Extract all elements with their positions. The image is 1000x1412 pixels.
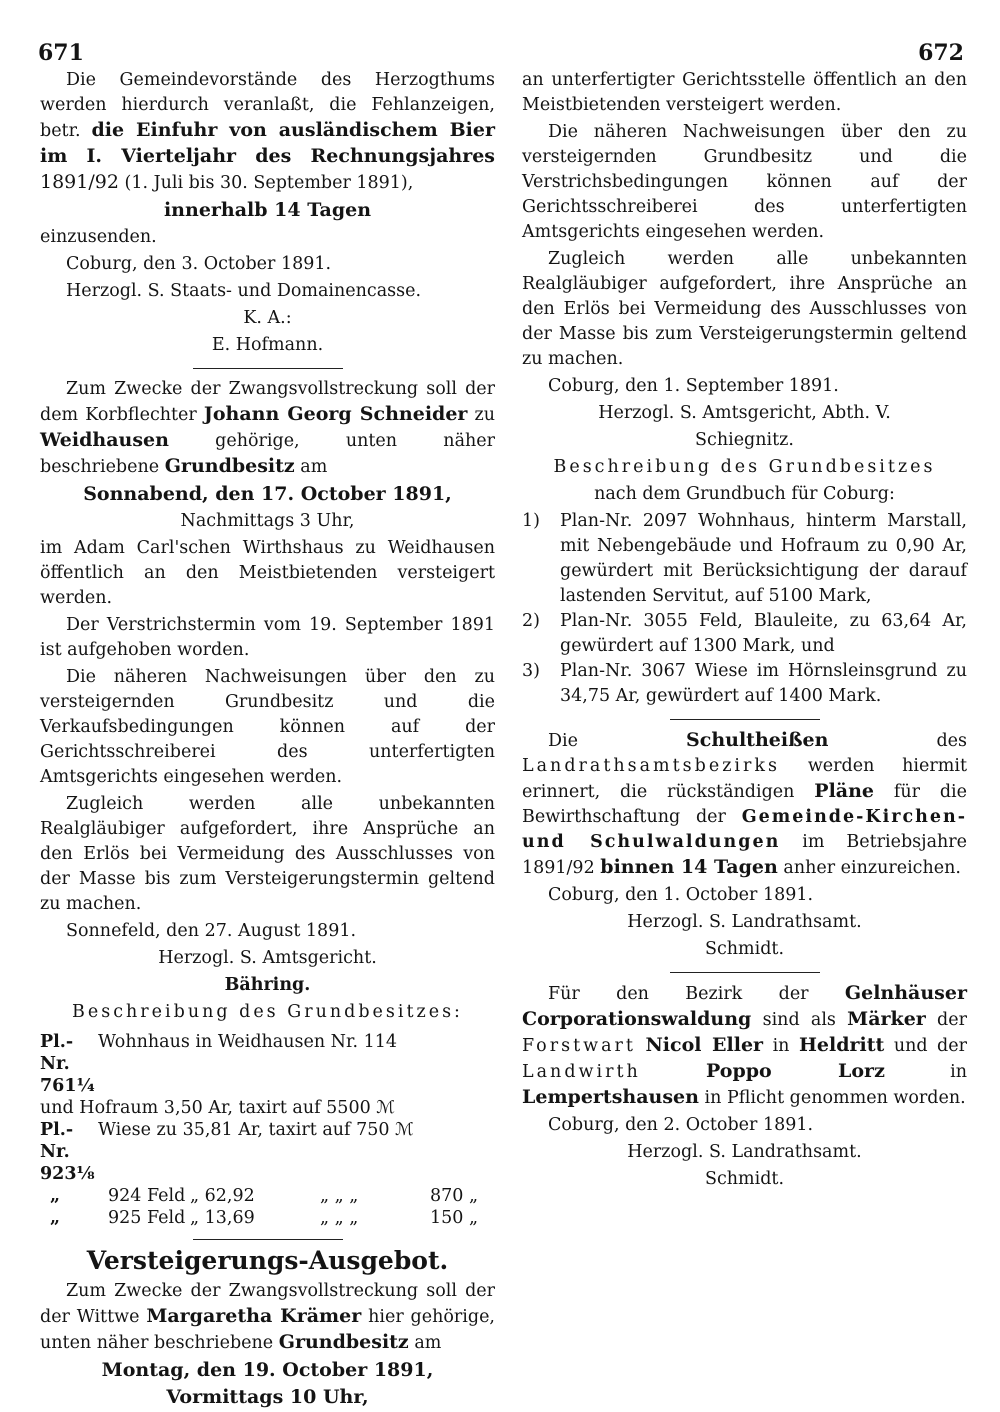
forest-name: Gelnhäuser Corporationswaldung: [522, 982, 967, 1030]
occupation-label: Landwirth: [522, 1062, 641, 1082]
issuing-office: Herzogl. S. Landrathsamt.: [627, 1142, 862, 1162]
parcel-value: 150 „: [430, 1208, 479, 1228]
plans-label: Pläne: [814, 780, 874, 802]
notice-text: in: [950, 1062, 967, 1082]
owner-name: Johann Georg Schneider: [203, 403, 468, 425]
notice-text: Die Gemeindevorstände des Herzogthums werden hierdurch veranlaßt, die Fehlanzeigen, betr.: [40, 70, 495, 141]
parcel-text: Wiese zu 35,81 Ar, taxirt auf 750 ℳ: [98, 1120, 414, 1140]
parcel-area: „ 13,69: [190, 1208, 255, 1228]
auction-location: an unterfertigter Gerichtsstelle öffentlich an den Meistbietenden versteigert werden.: [522, 70, 967, 115]
place-name: Lempertshausen: [522, 1086, 699, 1108]
property-description-subtitle: nach dem Grundbuch für Coburg:: [594, 484, 895, 504]
issuing-office: Herzogl. S. Amtsgericht, Abth. V.: [598, 403, 891, 423]
person-name: Poppo Lorz: [706, 1060, 885, 1082]
notice-beer-import: [40, 68, 495, 358]
place-date: Coburg, den 3. October 1891.: [66, 254, 332, 274]
left-column: [40, 68, 495, 1412]
ditto-mark: „ „ „: [320, 1208, 359, 1228]
property-label: Grundbesitz: [164, 455, 295, 477]
section-heading: Versteigerungs-Ausgebot.: [86, 1246, 449, 1275]
parcel-row: [40, 1119, 495, 1185]
parcel-row: [40, 1207, 495, 1229]
notice-text: Für den Bezirk der: [548, 984, 809, 1004]
notice-text: gehörige, unten näher beschriebene: [40, 431, 495, 477]
notice-closing: einzusenden.: [40, 227, 157, 247]
divider: [193, 368, 343, 369]
parcel-number: 924 Feld: [108, 1186, 186, 1206]
notice-period: (1. Juli bis 30. September 1891),: [124, 173, 414, 193]
auction-note: Der Verstrichstermin vom 19. September 1891 ist aufgehoben worden.: [40, 615, 495, 660]
auction-date: Montag, den 19. October 1891,: [101, 1359, 434, 1381]
notice-text: der: [937, 1010, 967, 1030]
item-text: Plan-Nr. 2097 Wohnhaus, hinterm Marstall, mit Nebengebäude und Hofraum zu 0,90 Ar, gewürdert mit Berücksichtigung der darauf lastenden Servitut, auf 5100 Mark,: [560, 511, 967, 606]
item-number: 3): [522, 661, 540, 681]
divider: [193, 1239, 343, 1240]
parcel-number: 925 Feld: [108, 1208, 186, 1228]
auction-date: Sonnabend, den 17. October 1891,: [83, 483, 452, 505]
notice-text: am: [414, 1333, 442, 1353]
notice-text: anher einzureichen.: [783, 858, 961, 878]
notice-text: am: [300, 457, 328, 477]
parcel-list: [40, 1031, 495, 1229]
parcel-text: Wohnhaus in Weidhausen Nr. 114: [98, 1032, 397, 1052]
notice-text: und der: [893, 1036, 967, 1056]
notice-body: [522, 728, 967, 881]
parcel-row-continued: und Hofraum 3,50 Ar, taxirt auf 5500 ℳ: [40, 1098, 395, 1118]
page-number-right: 672: [918, 40, 964, 66]
notice-text: hier gehörige, unten näher beschriebene: [40, 1307, 495, 1353]
item-number: 1): [522, 511, 540, 531]
auction-time: Nachmittags 3 Uhr,: [180, 511, 355, 531]
parcel-row: [40, 1185, 495, 1207]
notice-text: Die: [548, 731, 578, 751]
item-text: Plan-Nr. 3067 Wiese im Hörnsleinsgrund zu 34,75 Ar, gewürdert auf 1400 Mark.: [560, 661, 967, 706]
place-date: Coburg, den 1. September 1891.: [548, 376, 839, 396]
notice-auction-kraemer: [40, 1248, 495, 1410]
auction-time: Vormittags 10 Uhr,: [166, 1386, 369, 1408]
auction-documents: Die näheren Nachweisungen über den zu versteigernden Grundbesitz und die Verstrichsbedingungen können auf der Gerichtsschreiberei des unterfertigten Amtsgerichts eingesehen werden.: [522, 122, 967, 242]
signature: Schmidt.: [704, 1169, 785, 1189]
notice-text: des: [936, 731, 967, 751]
item-number: 2): [522, 611, 540, 631]
signature: Bähring.: [224, 975, 311, 995]
notice-text: zu: [474, 405, 495, 425]
property-description-title: Beschreibung des Grundbesitzes:: [72, 1002, 463, 1022]
parcel-list: [522, 509, 967, 709]
property-description-title: Beschreibung des Grundbesitzes: [553, 457, 936, 477]
page-number-left: 671: [38, 40, 84, 66]
place-date: Sonnefeld, den 27. August 1891.: [66, 921, 357, 941]
notice-deadline: binnen 14 Tagen: [600, 856, 778, 878]
item-text: Plan-Nr. 3055 Feld, Blauleite, zu 63,64 Ar, gewürdert auf 1300 Mark, und: [560, 611, 967, 656]
issuing-office: Herzogl. S. Amtsgericht.: [158, 948, 377, 968]
parcel-item: [522, 609, 967, 659]
addressee: Schultheißen: [686, 729, 829, 751]
creditor-notice: Zugleich werden alle unbekannten Realgläubiger aufgefordert, ihre Ansprüche an den Erlös bei Vermeidung des Ausschlusses von der Masse bis zum Versteigerungstermin geltend zu machen.: [40, 794, 495, 914]
auction-intro: [40, 1279, 495, 1356]
occupation-label: Forstwart: [522, 1036, 636, 1056]
parcel-value: 870 „: [430, 1186, 479, 1206]
notice-text: für die Bewirthschaftung der: [522, 782, 967, 827]
notice-text: in Pflicht genommen worden.: [704, 1088, 966, 1108]
auction-intro: [40, 377, 495, 480]
fiscal-year: im Betriebsjahre 1891/92: [522, 832, 967, 878]
divider: [670, 972, 820, 973]
issuing-office: Herzogl. S. Staats- und Domainencasse.: [66, 281, 422, 301]
notice-text: Zum Zwecke der Zwangsvollstreckung soll der der Wittwe: [40, 1281, 495, 1327]
divider: [670, 719, 820, 720]
place-name: Heldritt: [798, 1034, 885, 1056]
ditto-mark: „: [50, 1186, 61, 1206]
parcel-number: Pl.-Nr. 761¼: [40, 1032, 95, 1096]
ditto-mark: „: [50, 1208, 61, 1228]
notice-auction-kraemer-continued: [522, 68, 967, 709]
fiscal-year: 1891/92: [40, 171, 119, 193]
person-name: Nicol Eller: [645, 1034, 764, 1056]
parcel-item: [522, 659, 967, 709]
notice-auction-weidhausen: [40, 377, 495, 1229]
owner-name: Margaretha Krämer: [146, 1305, 362, 1327]
auction-location: im Adam Carl'schen Wirthshaus zu Weidhausen öffentlich an den Meistbietenden versteigert werden.: [40, 538, 495, 608]
forest-type: Gemeinde-Kirchen-und Schulwaldungen: [522, 807, 967, 852]
right-column: [522, 68, 967, 1194]
parcel-area: „ 62,92: [190, 1186, 255, 1206]
auction-documents: Die näheren Nachweisungen über den zu versteigernden Grundbesitz und die Verkaufsbedingungen können auf der Gerichtsschreiberei des unterfertigten Amtsgerichts eingesehen werden.: [40, 667, 495, 787]
parcel-item: [522, 509, 967, 609]
parcel-number: Pl.-Nr. 923⅛: [40, 1120, 95, 1184]
notice-text: sind als: [762, 1010, 836, 1030]
notice-text: werden hiermit erinnert, die rückständigen: [522, 756, 967, 802]
notice-text: Zum Zwecke der Zwangsvollstreckung soll der dem Korbflechter: [40, 379, 495, 425]
property-label: Grundbesitz: [278, 1331, 409, 1353]
signature: Schmidt.: [704, 939, 785, 959]
notice-forest-plans: [522, 728, 967, 962]
issuing-office: Herzogl. S. Landrathsamt.: [627, 912, 862, 932]
parcel-row: [40, 1031, 495, 1097]
signature: Schiegnitz.: [695, 430, 794, 450]
ditto-mark: „ „ „: [320, 1186, 359, 1206]
abbreviation: K. A.:: [243, 308, 292, 328]
creditor-notice: Zugleich werden alle unbekannten Realgläubiger aufgefordert, ihre Ansprüche an den Erlös bei Vermeidung des Ausschlusses von der Masse bis zum Versteigerungstermin geltend zu machen.: [522, 249, 967, 369]
place-date: Coburg, den 2. October 1891.: [548, 1115, 814, 1135]
notice-deadline: innerhalb 14 Tagen: [163, 199, 372, 221]
district-label: Landrathsamtsbezirks: [522, 756, 780, 776]
notice-text: in: [772, 1036, 790, 1056]
place-date: Coburg, den 1. October 1891.: [548, 885, 814, 905]
notice-maerker: [522, 981, 967, 1192]
notice-body: [40, 68, 495, 196]
notice-body: [522, 981, 967, 1111]
owner-place: Weidhausen: [40, 429, 169, 451]
notice-subject: die Einfuhr von ausländischem Bier im I. Vierteljahr des Rechnungsjahres: [40, 119, 495, 167]
role-label: Märker: [847, 1008, 926, 1030]
signature: E. Hofmann.: [211, 335, 324, 355]
